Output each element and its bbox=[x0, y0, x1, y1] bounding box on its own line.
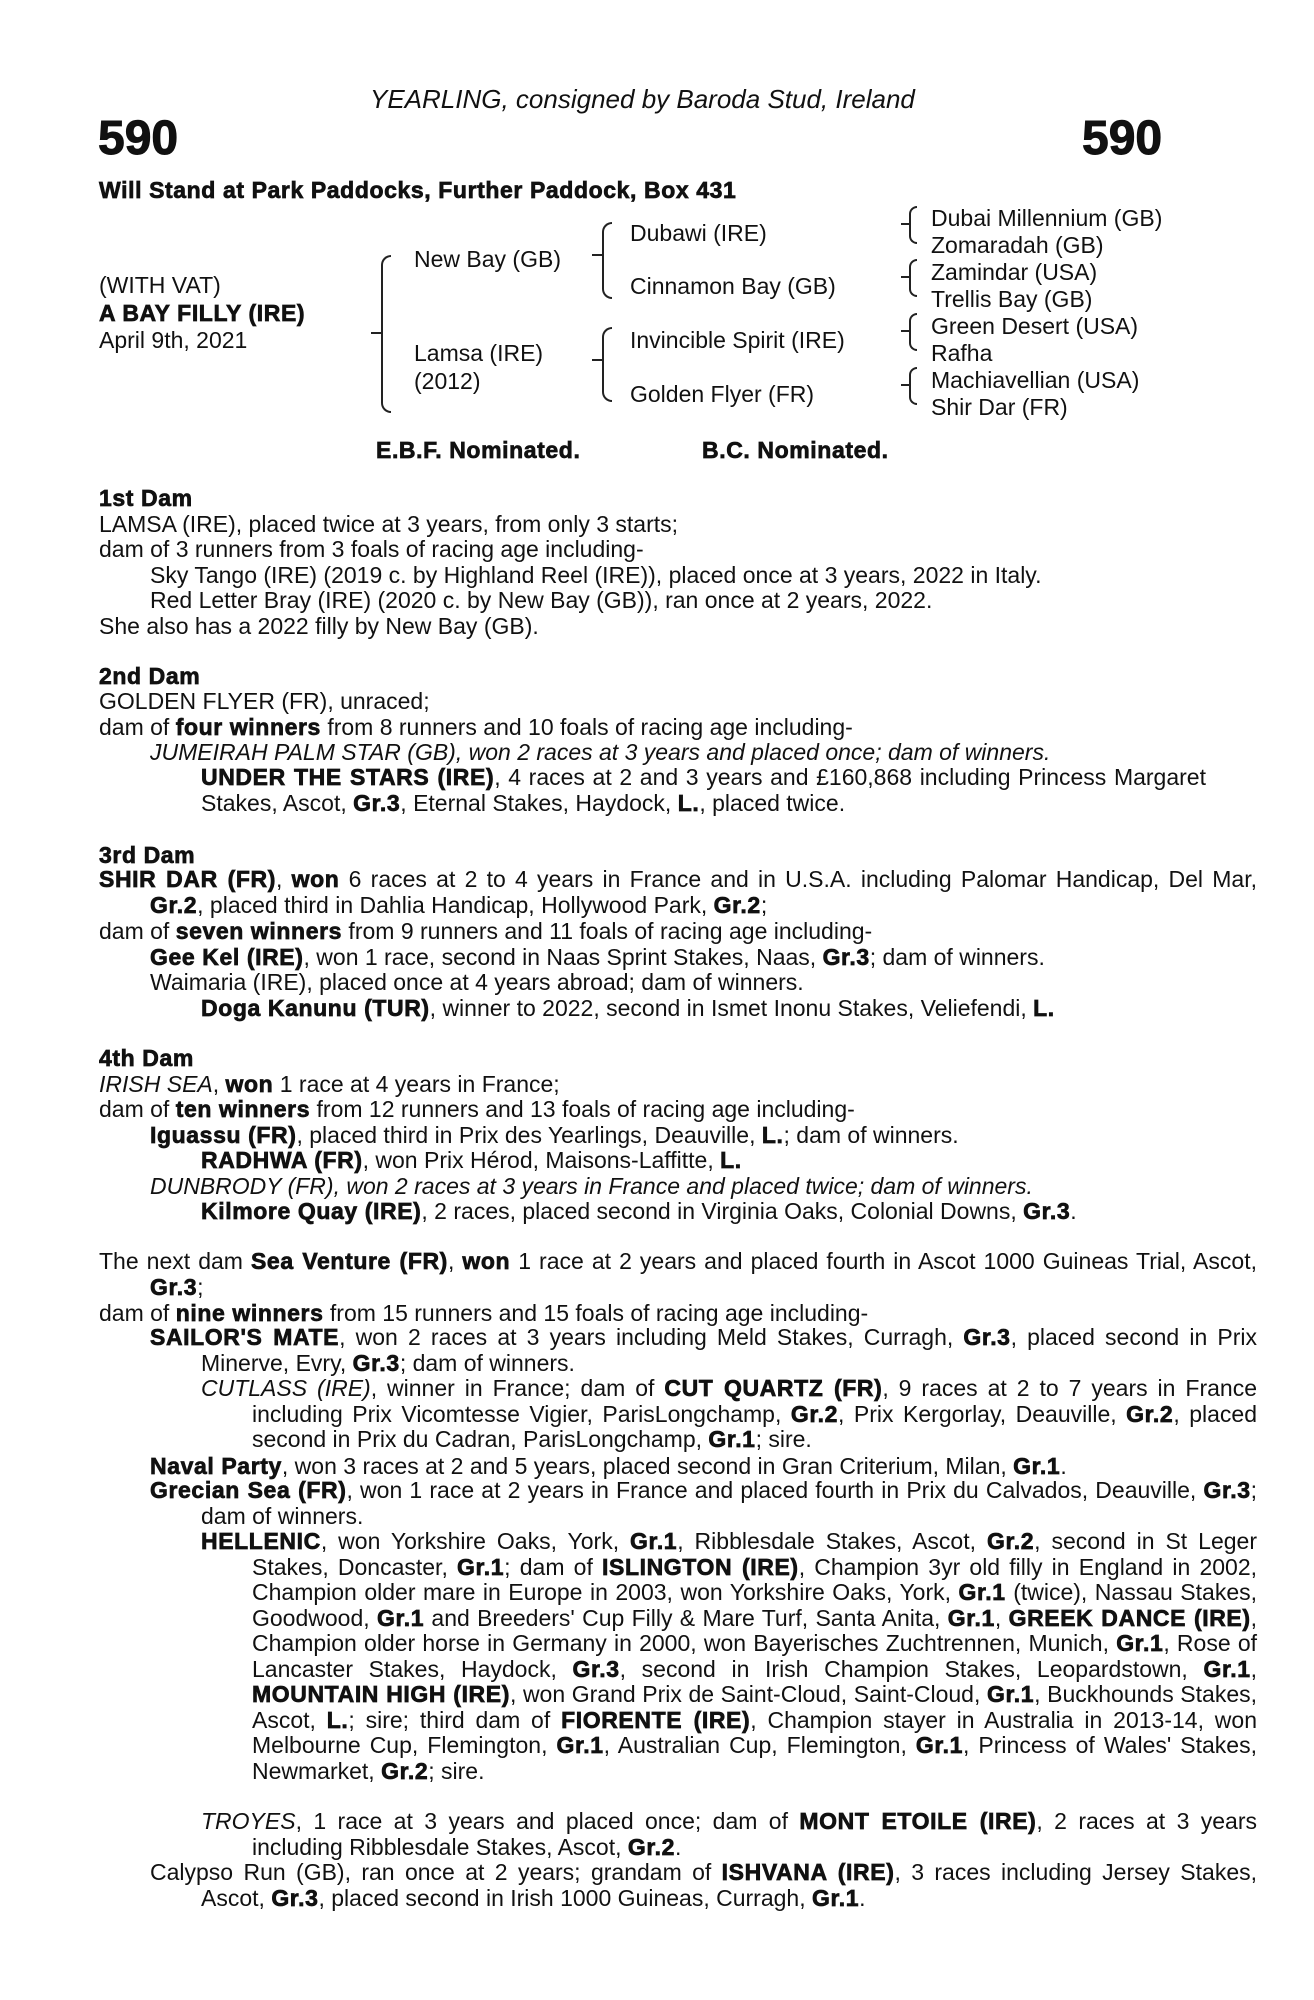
sailors-mate-entry: SAILOR'S MATE, won 2 races at 3 years including Meld Stakes, Curragh, Gr.3, placed second in Prix Minerve, Evry, Gr.3; dam of winners. bbox=[150, 1324, 1258, 1376]
vat-note: (WITH VAT) bbox=[99, 272, 221, 298]
cutlass-entry: CUTLASS (IRE), winner in France; dam of CUT QUARTZ (FR), 9 races at 2 to 7 years in France including Prix Vicomtesse Vigier, ParisLongchamp, Gr.2, Prix Kergorlay, Deauville, Gr.2, placed second in Prix du Cadran, ParisLongchamp, Gr.1; sire. bbox=[201, 1375, 1257, 1452]
fourth-dam-line: Iguassu (FR), placed third in Prix des Yearlings, Deauville, L.; dam of winners. bbox=[150, 1122, 959, 1148]
third-dam-line: Gee Kel (IRE), won 1 race, second in Naas Sprint Stakes, Naas, Gr.3; dam of winners. bbox=[150, 944, 1045, 970]
ebf-nomination: E.B.F. Nominated. bbox=[376, 437, 581, 463]
consignment-line: YEARLING, consigned by Baroda Stud, Ireland bbox=[370, 84, 915, 114]
second-dam-line: JUMEIRAH PALM STAR (GB), won 2 races at 3 years and placed once; dam of winners. bbox=[150, 739, 1051, 765]
fourth-dam-line: IRISH SEA, won 1 race at 4 years in France; bbox=[99, 1071, 560, 1097]
lot-number-left: 590 bbox=[98, 112, 179, 165]
next-dam-intro: The next dam Sea Venture (FR), won 1 race at 2 years and placed fourth in Ascot 1000 Guineas Trial, Ascot, Gr.3; bbox=[99, 1248, 1257, 1300]
grecian-sea-entry: Grecian Sea (FR), won 1 race at 2 years in France and placed fourth in Prix du Calvados, Deauville, Gr.3; dam of winners. bbox=[150, 1477, 1258, 1529]
g3-6: Rafha bbox=[931, 340, 993, 366]
second-dam-line: dam of four winners from 8 runners and 10 foals of racing age including- bbox=[99, 714, 853, 740]
sire-dam: Cinnamon Bay (GB) bbox=[630, 273, 836, 299]
fourth-dam-heading: 4th Dam bbox=[99, 1045, 194, 1071]
horse-name: A BAY FILLY (IRE) bbox=[99, 300, 306, 326]
lot-number-right: 590 bbox=[1082, 112, 1163, 165]
third-dam-line: Doga Kanunu (TUR), winner to 2022, second in Ismet Inonu Stakes, Veliefendi, L. bbox=[201, 995, 1055, 1021]
naval-party-entry: Naval Party, won 3 races at 2 and 5 years, placed second in Gran Criterium, Milan, Gr.1. bbox=[150, 1453, 1067, 1479]
dam-year: (2012) bbox=[414, 368, 481, 394]
sire-sire: Dubawi (IRE) bbox=[630, 220, 767, 246]
calypso-run-entry: Calypso Run (GB), ran once at 2 years; grandam of ISHVANA (IRE), 3 races including Jersey Stakes, Ascot, Gr.3, placed second in Irish 1000 Guineas, Curragh, Gr.1. bbox=[150, 1859, 1258, 1911]
fourth-dam-line: RADHWA (FR), won Prix Hérod, Maisons-Laffitte, L. bbox=[201, 1147, 742, 1173]
first-dam-line: Red Letter Bray (IRE) (2020 c. by New Bay (GB)), ran once at 2 years, 2022. bbox=[150, 587, 933, 613]
dam-sire: Invincible Spirit (IRE) bbox=[630, 327, 845, 353]
g3-5: Green Desert (USA) bbox=[931, 313, 1139, 339]
troyes-entry: TROYES, 1 race at 3 years and placed once; dam of MONT ETOILE (IRE), 2 races at 3 years including Ribblesdale Stakes, Ascot, Gr.2. bbox=[201, 1808, 1257, 1860]
g3-8: Shir Dar (FR) bbox=[931, 394, 1068, 420]
third-dam-line: Waimaria (IRE), placed once at 4 years abroad; dam of winners. bbox=[150, 969, 804, 995]
fourth-dam-line: DUNBRODY (FR), won 2 races at 3 years in France and placed twice; dam of winners. bbox=[150, 1173, 1033, 1199]
first-dam-line: She also has a 2022 filly by New Bay (GB). bbox=[99, 613, 539, 639]
foaling-date: April 9th, 2021 bbox=[99, 327, 248, 353]
g3-7: Machiavellian (USA) bbox=[931, 367, 1140, 393]
second-dam-line: GOLDEN FLYER (FR), unraced; bbox=[99, 688, 430, 714]
first-dam-line: dam of 3 runners from 3 foals of racing age including- bbox=[99, 536, 644, 562]
sire-name: New Bay (GB) bbox=[414, 246, 561, 272]
g3-2: Zomaradah (GB) bbox=[931, 232, 1104, 258]
g3-3: Zamindar (USA) bbox=[931, 259, 1098, 285]
bc-nomination: B.C. Nominated. bbox=[702, 437, 889, 463]
first-dam-line: Sky Tango (IRE) (2019 c. by Highland Reel (IRE)), placed once at 3 years, 2022 in Italy. bbox=[150, 562, 1042, 588]
third-dam-heading: 3rd Dam bbox=[99, 842, 196, 868]
g3-4: Trellis Bay (GB) bbox=[931, 286, 1093, 312]
hellenic-entry: HELLENIC, won Yorkshire Oaks, York, Gr.1, Ribblesdale Stakes, Ascot, Gr.2, second in St Leger Stakes, Doncaster, Gr.1; dam of ISLINGTON (IRE), Champion 3yr old filly in England in 2002, Champion older mare in Europe in 2003, won Yorkshire Oaks, York, Gr.1 (twice), Nassau Stakes, Goodwood, Gr.1 and Breeders' Cup Filly & Mare Turf, Santa Anita, Gr.1, GREEK DANCE (IRE), Champion older horse in Germany in 2000, won Bayerisches Zuchtrennen, Munich, Gr.1, Rose of Lancaster Stakes, Haydock, Gr.3, second in Irish Champion Stakes, Leopardstown, Gr.1, MOUNTAIN HIGH (IRE), won Grand Prix de Saint-Cloud, Saint-Cloud, Gr.1, Buckhounds Stakes, Ascot, L.; sire; third dam of FIORENTE (IRE), Champion stayer in Australia in 2013-14, won Melbourne Cup, Flemington, Gr.1, Australian Cup, Flemington, Gr.1, Princess of Wales' Stakes, Newmarket, Gr.2; sire. bbox=[201, 1528, 1258, 1784]
dam-dam: Golden Flyer (FR) bbox=[630, 381, 815, 407]
fourth-dam-line: Kilmore Quay (IRE), 2 races, placed second in Virginia Oaks, Colonial Downs, Gr.3. bbox=[201, 1198, 1077, 1224]
dam-name: Lamsa (IRE) bbox=[414, 340, 544, 366]
second-dam-heading: 2nd Dam bbox=[99, 663, 201, 689]
next-dam-line: dam of nine winners from 15 runners and 15 foals of racing age including- bbox=[99, 1300, 869, 1326]
stand-location: Will Stand at Park Paddocks, Further Paddock, Box 431 bbox=[99, 177, 737, 203]
third-dam-line: dam of seven winners from 9 runners and 11 foals of racing age including- bbox=[99, 918, 873, 944]
g3-1: Dubai Millennium (GB) bbox=[931, 205, 1163, 231]
third-dam-intro: SHIR DAR (FR), won 6 races at 2 to 4 years in France and in U.S.A. including Palomar Handicap, Del Mar, Gr.2, placed third in Dahlia Handicap, Hollywood Park, Gr.2; bbox=[99, 866, 1257, 918]
first-dam-heading: 1st Dam bbox=[99, 485, 193, 511]
first-dam-line: LAMSA (IRE), placed twice at 3 years, from only 3 starts; bbox=[99, 511, 679, 537]
fourth-dam-line: dam of ten winners from 12 runners and 13 foals of racing age including- bbox=[99, 1096, 855, 1122]
second-dam-runner: UNDER THE STARS (IRE), 4 races at 2 and 3 years and £160,868 including Princess Margaret Stakes, Ascot, Gr.3, Eternal Stakes, Haydock, L., placed twice. bbox=[201, 764, 1206, 816]
